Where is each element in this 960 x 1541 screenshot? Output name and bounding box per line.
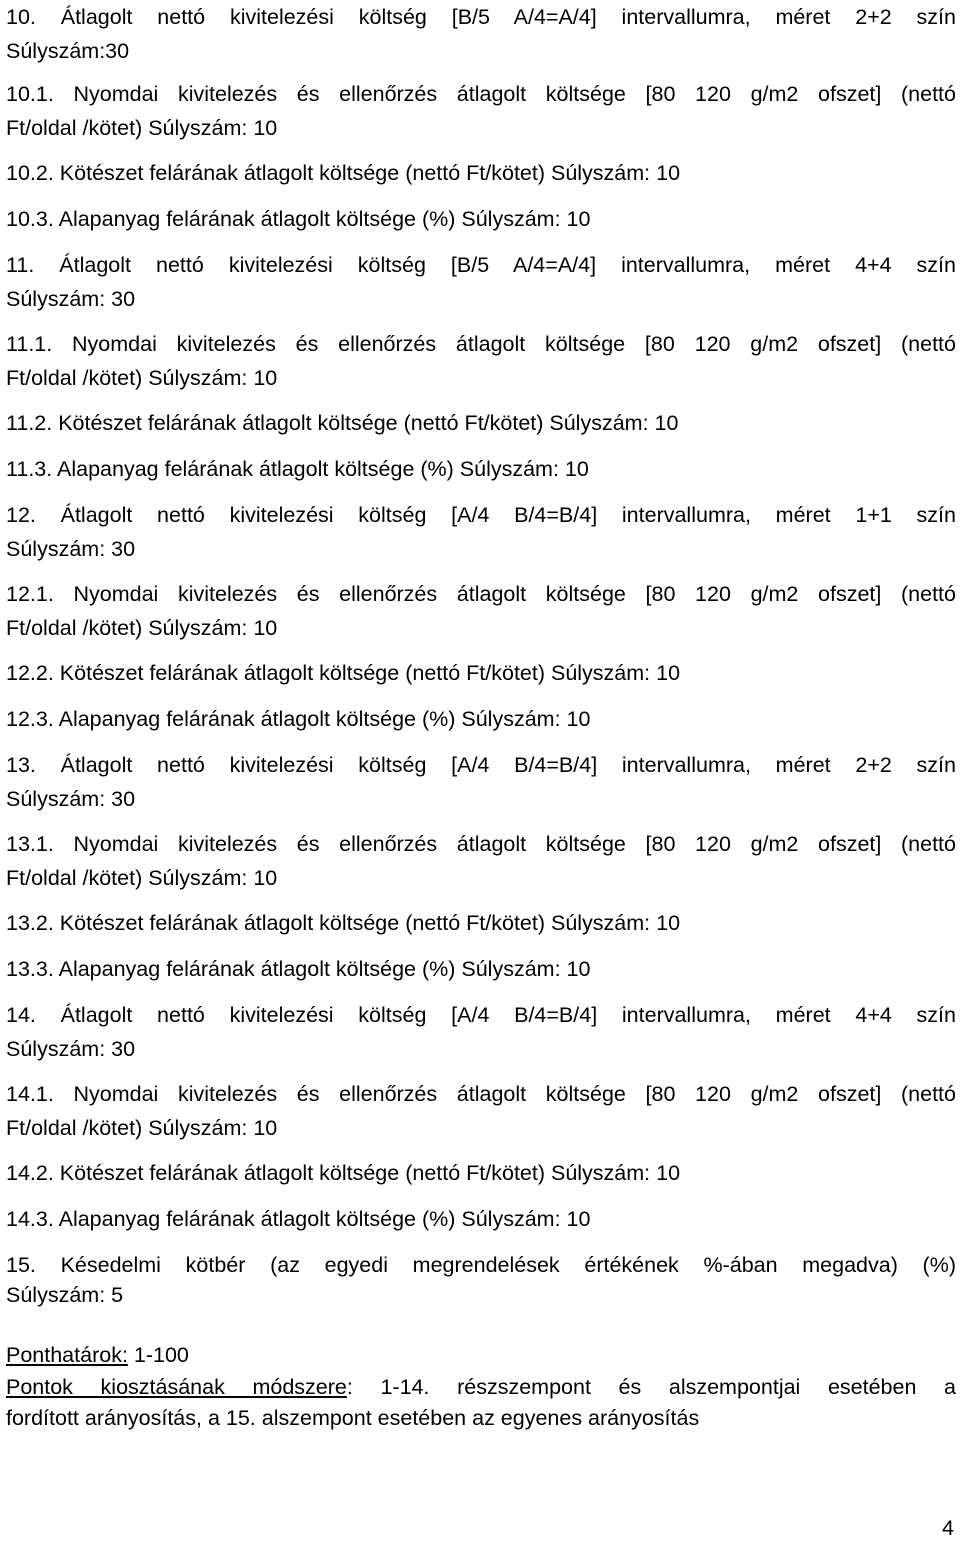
criterion-15-heading: 15. Késedelmi kötbér (az egyedi megrendelések értékének %-ában megadva) (%): [6, 1253, 956, 1277]
criterion-12-1-weight: Ft/oldal /kötet) Súlyszám: 10: [6, 616, 278, 640]
criterion-11-1-weight: Ft/oldal /kötet) Súlyszám: 10: [6, 366, 278, 390]
criterion-14-weight: Súlyszám: 30: [6, 1037, 136, 1061]
page-number: 4: [942, 1516, 954, 1540]
criterion-13-weight: Súlyszám: 30: [6, 787, 136, 811]
criterion-10-3: 10.3. Alapanyag felárának átlagolt költsége (%) Súlyszám: 10: [6, 207, 591, 231]
score-method-line-1: [6, 1374, 956, 1400]
score-range-value: 1-100: [127, 1343, 189, 1367]
criterion-10-weight: Súlyszám:30: [6, 39, 130, 63]
criterion-11-weight: Súlyszám: 30: [6, 287, 136, 311]
criterion-14-2: 14.2. Kötészet felárának átlagolt költsége (nettó Ft/kötet) Súlyszám: 10: [6, 1161, 681, 1185]
criterion-11-heading: 11. Átlagolt nettó kivitelezési költség [B/5 A/4=A/4] intervallumra, méret 4+4 szín: [6, 253, 956, 277]
criterion-13-1-heading: 13.1. Nyomdai kivitelezés és ellenőrzés átlagolt költsége [80 120 g/m2 ofszet] (nettó: [6, 832, 956, 856]
criterion-13-1-weight: Ft/oldal /kötet) Súlyszám: 10: [6, 866, 278, 890]
criterion-13-heading: 13. Átlagolt nettó kivitelezési költség [A/4 B/4=B/4] intervallumra, méret 2+2 szín: [6, 753, 956, 777]
score-method-label: Pontok kiosztásának módszere: [6, 1375, 347, 1399]
score-range: [6, 1342, 956, 1368]
criterion-13-2: 13.2. Kötészet felárának átlagolt költsége (nettó Ft/kötet) Súlyszám: 10: [6, 911, 681, 935]
criterion-14-heading: 14. Átlagolt nettó kivitelezési költség [A/4 B/4=B/4] intervallumra, méret 4+4 szín: [6, 1003, 956, 1027]
score-method-line-2: fordított arányosítás, a 15. alszempont esetében az egyenes arányosítás: [6, 1406, 700, 1430]
criterion-12-3: 12.3. Alapanyag felárának átlagolt költsége (%) Súlyszám: 10: [6, 707, 591, 731]
criterion-14-3: 14.3. Alapanyag felárának átlagolt költsége (%) Súlyszám: 10: [6, 1207, 591, 1231]
criterion-13-3: 13.3. Alapanyag felárának átlagolt költsége (%) Súlyszám: 10: [6, 957, 591, 981]
criterion-11-2: 11.2. Kötészet felárának átlagolt költsége (nettó Ft/kötet) Súlyszám: 10: [6, 411, 679, 435]
score-range-label: Ponthatárok:: [6, 1343, 128, 1367]
criterion-14-1-heading: 14.1. Nyomdai kivitelezés és ellenőrzés átlagolt költsége [80 120 g/m2 ofszet] (nettó: [6, 1082, 956, 1106]
criterion-15-weight: Súlyszám: 5: [6, 1283, 124, 1307]
criterion-11-3: 11.3. Alapanyag felárának átlagolt költsége (%) Súlyszám: 10: [6, 457, 589, 481]
criterion-10-2: 10.2. Kötészet felárának átlagolt költsége (nettó Ft/kötet) Súlyszám: 10: [6, 161, 681, 185]
criterion-10-1-heading: 10.1. Nyomdai kivitelezés és ellenőrzés átlagolt költsége [80 120 g/m2 ofszet] (nettó: [6, 82, 956, 106]
criterion-12-weight: Súlyszám: 30: [6, 537, 136, 561]
criterion-12-1-heading: 12.1. Nyomdai kivitelezés és ellenőrzés átlagolt költsége [80 120 g/m2 ofszet] (nettó: [6, 582, 956, 606]
score-method-text-1: : 1-14. részszempont és alszempontjai esetében a: [346, 1375, 956, 1399]
criterion-10-1-weight: Ft/oldal /kötet) Súlyszám: 10: [6, 116, 278, 140]
criterion-10-heading: 10. Átlagolt nettó kivitelezési költség [B/5 A/4=A/4] intervallumra, méret 2+2 szín: [6, 5, 956, 29]
criterion-14-1-weight: Ft/oldal /kötet) Súlyszám: 10: [6, 1116, 278, 1140]
criterion-12-heading: 12. Átlagolt nettó kivitelezési költség [A/4 B/4=B/4] intervallumra, méret 1+1 szín: [6, 503, 956, 527]
criterion-11-1-heading: 11.1. Nyomdai kivitelezés és ellenőrzés átlagolt költsége [80 120 g/m2 ofszet] (nettó: [6, 332, 956, 356]
criterion-12-2: 12.2. Kötészet felárának átlagolt költsége (nettó Ft/kötet) Súlyszám: 10: [6, 661, 681, 685]
